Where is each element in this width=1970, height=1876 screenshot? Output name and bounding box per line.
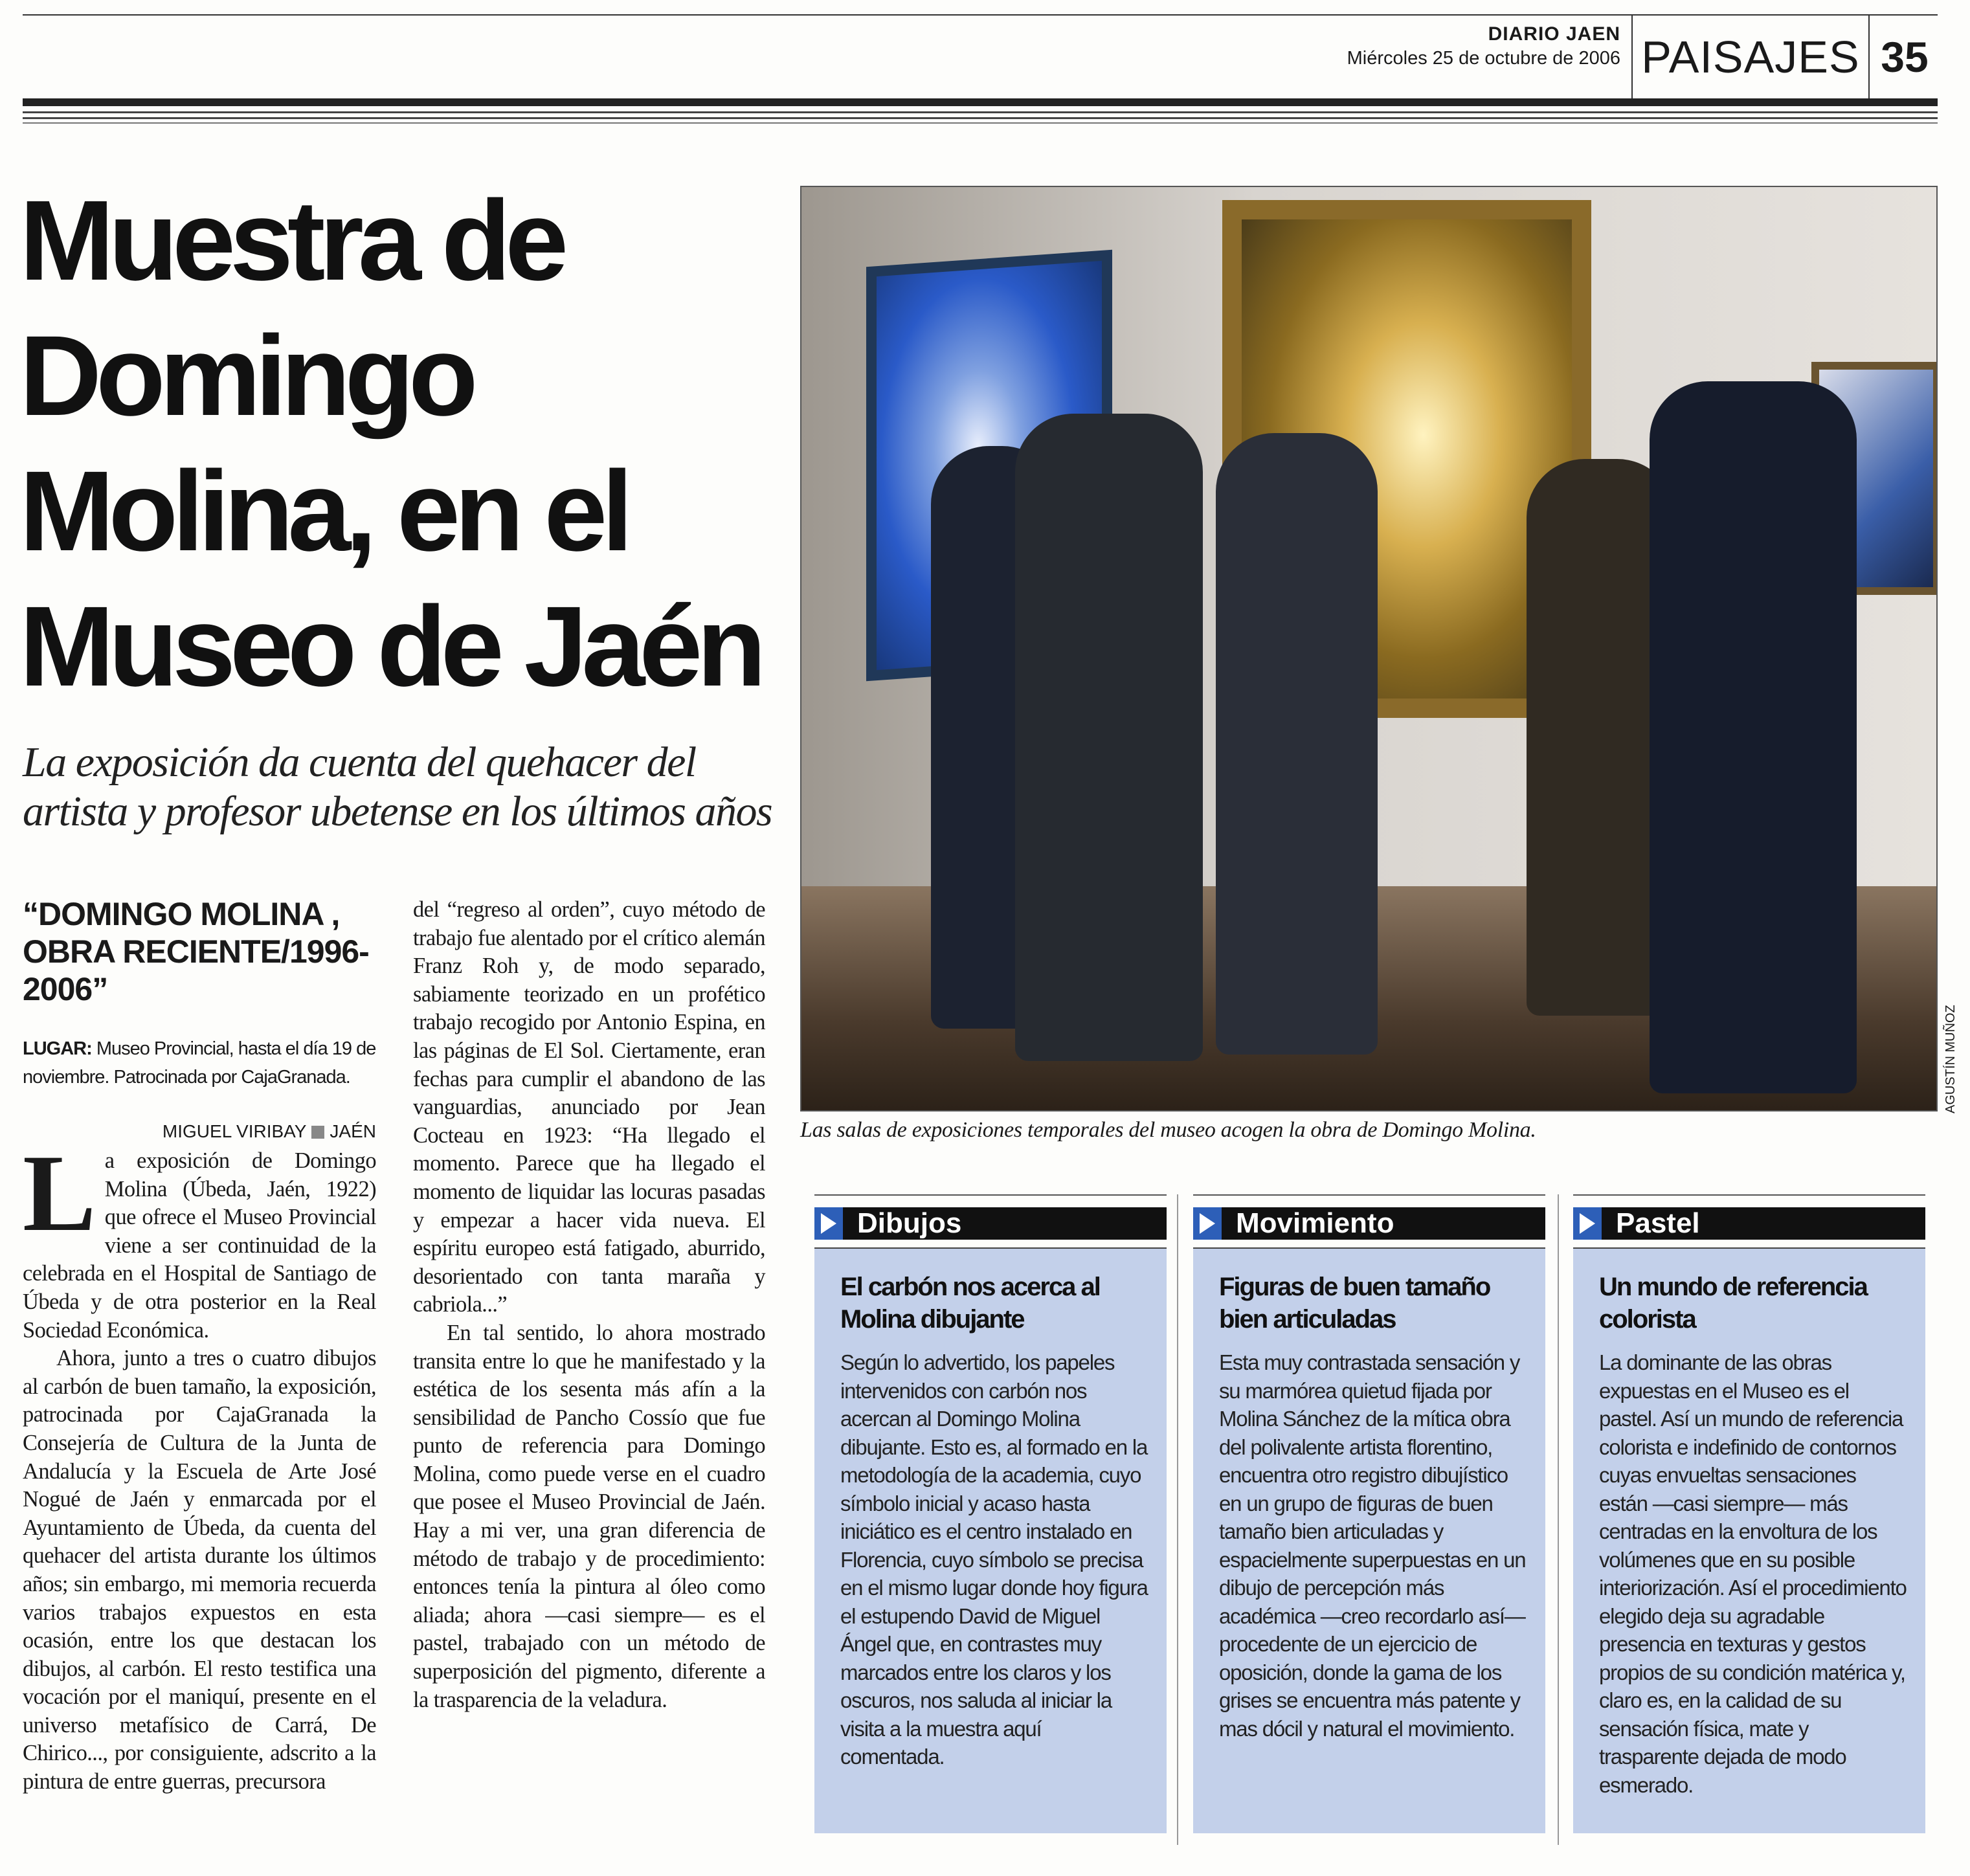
play-arrow-icon	[1573, 1207, 1602, 1240]
visitor-silhouette	[1015, 414, 1203, 1061]
paragraph	[23, 1132, 376, 1345]
sidebox-tag: Dibujos	[857, 1207, 962, 1239]
header-divider	[23, 122, 1938, 124]
drop-cap: L	[23, 1132, 96, 1254]
sidebox-tag-bar	[1573, 1207, 1925, 1240]
sidebox-title: Figuras de buen tamaño bien articuladas	[1219, 1273, 1490, 1334]
sidebox-pastel	[1573, 1194, 1925, 1845]
page-number: 35	[1881, 33, 1929, 81]
sidebox-text: La dominante de las obras expuestas en el Museo es el pastel. Así un mundo de referencia colorista e indefinido de contornos cuyas envueltas sensaciones están —casi siempre— más centradas en la envoltura de los volúmenes que en su posible interiorización. Así el procedimiento elegido deja su agradable presencia en texturas y gestos propios de su condición matérica y, claro es, en la calidad de su sensación física, mate y trasparente dejada de modo esmerado.	[1599, 1350, 1907, 1797]
sidebox-tag-bar	[814, 1207, 1167, 1240]
header-divider	[23, 111, 1938, 113]
sidebox-movimiento	[1193, 1194, 1545, 1845]
issue-date: Miércoles 25 de octubre de 2006	[1347, 48, 1620, 69]
info-text: Museo Provincial, hasta el día 19 de noviembre. Patrocinada por CajaGranada.	[23, 1038, 376, 1088]
separator-square-icon	[311, 1126, 324, 1139]
paragraph-text: a exposición de Domingo Molina (Úbeda, Jaén, 1922) que ofrece el Museo Provincial viene a ser continuidad de la celebrada en el Hospital de Santiago de Úbeda y de otra posterior en la Real Sociedad Económica.	[23, 1148, 376, 1343]
exhibition-title: “DOMINGO MOLINA , OBRA RECIENTE/1996-2006”	[23, 896, 369, 1007]
header-divider	[23, 117, 1938, 119]
body-column-2	[413, 896, 765, 1714]
paragraph: En tal sentido, lo ahora mostrado transita entre lo que he manifestado y la estética de los sesenta más afín a la sensibilidad de Pancho Cossío que fue punto de referencia para Domingo Molina, como puede verse en el cuadro que posee el Museo Provincial de Jaén. Hay a mi ver, una gran diferencia de método de trabajo y de procedimiento: entonces tenía la pintura al óleo como aliada; ahora —casi siempre— es el pastel, trabajado con un método de superposición del pigmento, diferente a la trasparencia de la veladura.	[413, 1320, 765, 1712]
sidebox-tag: Movimiento	[1236, 1207, 1394, 1239]
photo-credit: AGUSTÍN MUÑOZ	[1943, 1005, 1958, 1113]
sidebox-text: Esta muy contrastada sensación y su marmórea quietud fijada por Molina Sánchez de la mítica obra del polivalente artista florentino, encuentra otro registro dibujístico en un grupo de figuras de buen tamaño bien articuladas y espacielmente superpuestas en un dibujo de percepción más académica —creo recordarlo así— procedente de un ejercicio de oposición, donde la gama de los grises se encuentra más patente y mas dócil y natural el movimiento.	[1219, 1350, 1526, 1741]
gallery-photo	[800, 186, 1938, 1111]
headline: Muestra de Domingo Molina, en el Museo de Jaén	[19, 177, 761, 710]
column-divider	[1177, 1194, 1178, 1845]
info-label: LUGAR:	[23, 1038, 92, 1059]
paragraph: del “regreso al orden”, cuyo método de trabajo fue alentado por el crítico alemán Franz Roh y, de modo separado, sabiamente teorizado en un profético trabajo recogido por Antonio Espina, en las páginas de El Sol. Ciertamente, eran fechas para cumplir el abandono de las vanguardias, anunciado por Jean Cocteau en 1923: “Ha llegado el momento. Parece que ha llegado el momento de liquidar las locuras pasadas y empezar a hacer vida nueva. El espíritu europeo está fatigado, aburrido, desorientado con tanta maraña y cabriola...”	[413, 897, 765, 1317]
author: MIGUEL VIRIBAY	[162, 1121, 307, 1141]
header-divider	[23, 98, 1938, 106]
sidebox-dibujos	[814, 1194, 1167, 1845]
masthead	[1347, 23, 1620, 69]
sidebox-tag-bar	[1193, 1207, 1545, 1240]
play-arrow-icon	[814, 1207, 843, 1240]
sidebox-text: Según lo advertido, los papeles intervenidos con carbón nos acercan al Domingo Molina dibujante. Esto es, al formado en la metodología de la academia, cuyo símbolo inicial y acaso hasta iniciático es el centro instalado en Florencia, cuyo símbolo se precisa en el mismo lugar donde hoy figura el estupendo David de Miguel Ángel que, en contrastes muy marcados entre los claros y los oscuros, nos saluda al iniciar la visita a la muestra aquí comentada.	[840, 1350, 1148, 1769]
sidebox-tag: Pastel	[1616, 1207, 1700, 1239]
location: JAÉN	[330, 1121, 376, 1141]
subtitle: La exposición da cuenta del quehacer del artista y profesor ubetense en los últimos años	[23, 739, 772, 835]
visitor-silhouette	[1650, 381, 1857, 1093]
play-arrow-icon	[1193, 1207, 1222, 1240]
sidebox-title: El carbón nos acerca al Molina dibujante	[840, 1273, 1100, 1334]
newspaper-name: DIARIO JAEN	[1488, 23, 1620, 45]
column-divider	[1558, 1194, 1559, 1845]
exhibition-info	[23, 1034, 385, 1091]
sidebox-title: Un mundo de referencia colorista	[1599, 1273, 1867, 1334]
section-name: PAISAJES	[1631, 16, 1870, 98]
photo-caption: Las salas de exposiciones temporales del museo acogen la obra de Domingo Molina.	[800, 1118, 1536, 1142]
body-column-1	[23, 1132, 376, 1796]
paragraph: Ahora, junto a tres o cuatro dibujos al carbón de buen tamaño, la exposición, patrocinada por CajaGranada la Consejería de Cultura de la Junta de Andalucía y la Escuela de Arte José Nogué de Jaén y enmarcada por el Ayuntamiento de Úbeda, da cuenta del quehacer del artista durante los últimos años; sin embargo, mi memoria recuerda varios trabajos expuestos en esta ocasión, entre los que destacan los dibujos, al carbón. El resto testifica una vocación por el maniquí, presente en el universo metafísico de Carrá, De Chirico..., por consiguiente, adscrito a la pintura de entre guerras, precursora	[23, 1346, 376, 1794]
visitor-silhouette	[1216, 433, 1378, 1055]
